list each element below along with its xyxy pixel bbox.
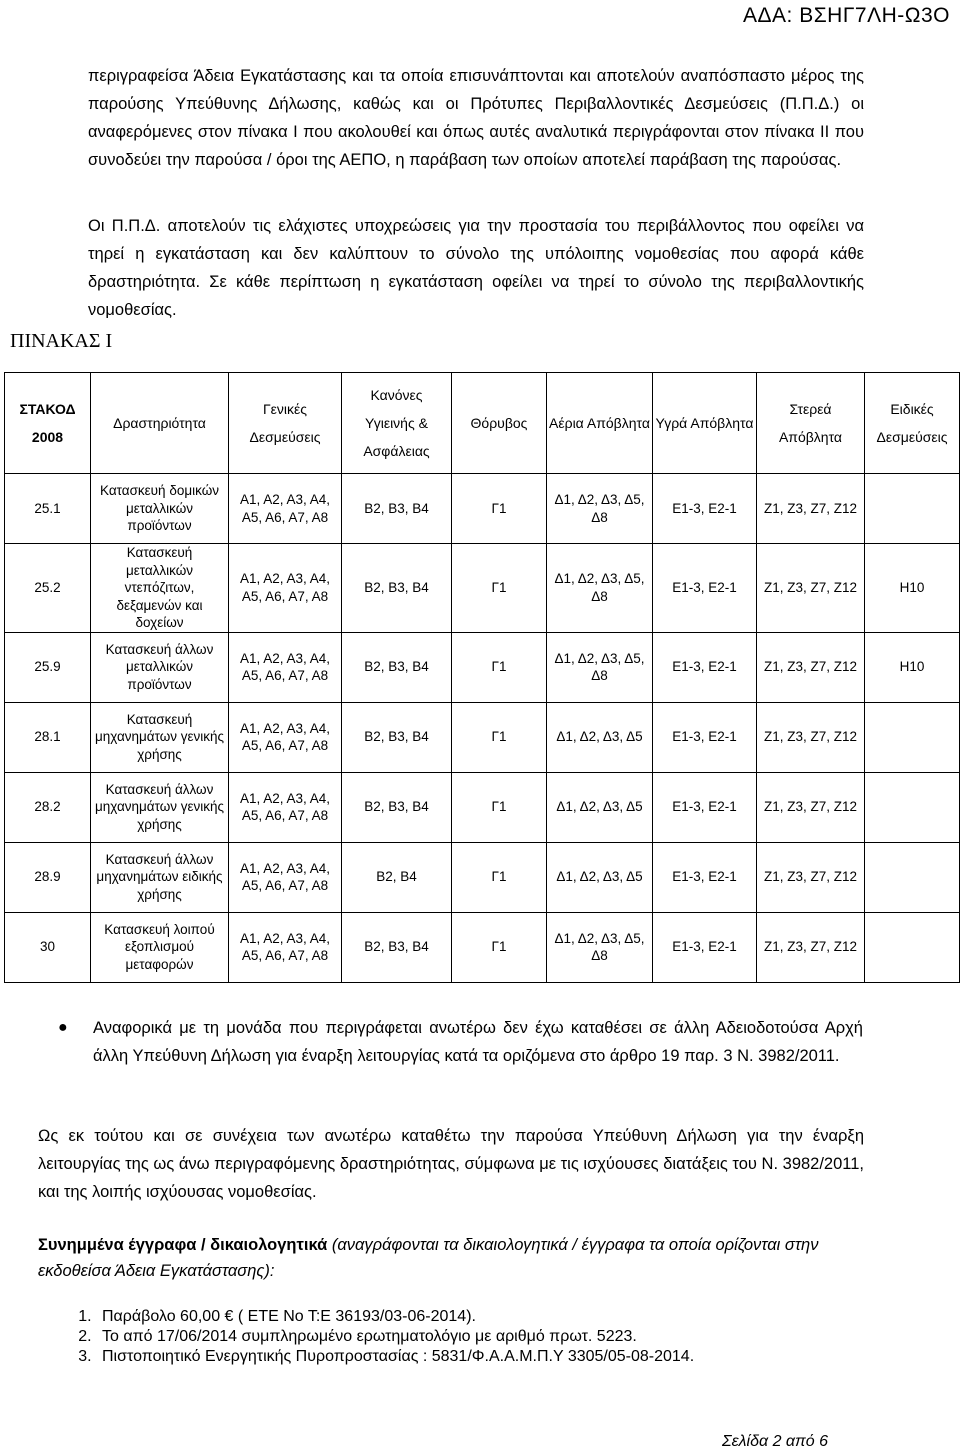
header-hygiene: Κανόνες Υγιεινής & Ασφάλειας	[342, 373, 452, 474]
cell-air: Δ1, Δ2, Δ3, Δ5, Δ8	[547, 544, 653, 633]
cell-activity: Κατασκευή άλλων μεταλλικών προϊόντων	[91, 632, 229, 702]
cell-special	[865, 702, 960, 772]
cell-air: Δ1, Δ2, Δ3, Δ5, Δ8	[547, 912, 653, 982]
cell-air: Δ1, Δ2, Δ3, Δ5, Δ8	[547, 632, 653, 702]
cell-liquid: Ε1-3, Ε2-1	[653, 474, 757, 544]
cell-special	[865, 772, 960, 842]
list-item: 1. Παράβολο 60,00 € ( ΕΤΕ Νο Τ:Ε 36193/03-06-2014).	[96, 1307, 694, 1327]
cell-liquid: Ε1-3, Ε2-1	[653, 632, 757, 702]
header-general: Γενικές Δεσμεύσεις	[229, 373, 342, 474]
cell-noise: Γ1	[452, 702, 547, 772]
cell-hygiene: Β2, Β3, Β4	[342, 544, 452, 633]
cell-noise: Γ1	[452, 544, 547, 633]
cell-general: Α1, Α2, Α3, Α4, Α5, Α6, Α7, Α8	[229, 474, 342, 544]
cell-code: 25.9	[5, 632, 91, 702]
header-liquid: Υγρά Απόβλητα	[653, 373, 757, 474]
cell-hygiene: Β2, Β3, Β4	[342, 474, 452, 544]
cell-hygiene: Β2, Β3, Β4	[342, 702, 452, 772]
cell-noise: Γ1	[452, 772, 547, 842]
page-number: Σελίδα 2 από 6	[722, 1433, 828, 1450]
cell-liquid: Ε1-3, Ε2-1	[653, 702, 757, 772]
cell-noise: Γ1	[452, 632, 547, 702]
cell-solid: Ζ1, Ζ3, Ζ7, Ζ12	[757, 912, 865, 982]
cell-noise: Γ1	[452, 912, 547, 982]
header-activity: Δραστηριότητα	[91, 373, 229, 474]
cell-solid: Ζ1, Ζ3, Ζ7, Ζ12	[757, 842, 865, 912]
cell-hygiene: Β2, Β3, Β4	[342, 772, 452, 842]
table-row	[5, 912, 960, 982]
table-row	[5, 474, 960, 544]
cell-solid: Ζ1, Ζ3, Ζ7, Ζ12	[757, 702, 865, 772]
list-item: 2. Το από 17/06/2014 συμπληρωμένο ερωτηματολόγιο με αριθμό πρωτ. 5223.	[96, 1327, 694, 1347]
cell-activity: Κατασκευή μεταλλικών ντεπόζιτων, δεξαμενών και δοχείων	[91, 544, 229, 633]
cell-special	[865, 842, 960, 912]
cell-code: 30	[5, 912, 91, 982]
table-title: ΠΙΝΑΚΑΣ Ι	[10, 330, 113, 352]
cell-general: Α1, Α2, Α3, Α4, Α5, Α6, Α7, Α8	[229, 842, 342, 912]
cell-special: Η10	[865, 632, 960, 702]
cell-solid: Ζ1, Ζ3, Ζ7, Ζ12	[757, 772, 865, 842]
intro-paragraph: περιγραφείσα Άδεια Εγκατάστασης και τα οποία επισυνάπτονται και αποτελούν αναπόσπαστο μέρος της παρούσης Υπεύθυνης Δήλωσης, καθώς και οι Πρότυπες Περιβαλλοντικές Δεσμεύσεις (Π.Π.Δ.) οι αναφερόμενες στον πίνακα Ι που ακολουθεί και όπως αυτές αναλυτικά περιγράφονται στον πίνακα ΙΙ που συνοδεύει την παρούσα / όροι της ΑΕΠΟ, η παράβαση των οποίων αποτελεί παράβαση της παρούσας.	[88, 67, 864, 169]
attachments-title: Συνημμένα έγγραφα / δικαιολογητικά	[38, 1236, 328, 1254]
table-row	[5, 842, 960, 912]
cell-general: Α1, Α2, Α3, Α4, Α5, Α6, Α7, Α8	[229, 632, 342, 702]
table-header-row	[5, 373, 960, 474]
cell-hygiene: Β2, Β3, Β4	[342, 632, 452, 702]
cell-special	[865, 912, 960, 982]
cell-solid: Ζ1, Ζ3, Ζ7, Ζ12	[757, 474, 865, 544]
cell-hygiene: Β2, Β4	[342, 842, 452, 912]
cell-general: Α1, Α2, Α3, Α4, Α5, Α6, Α7, Α8	[229, 702, 342, 772]
bullet-paragraph: Αναφορικά με τη μονάδα που περιγράφεται ανωτέρω δεν έχω καταθέσει σε άλλη Αδειοδοτούσα Αρχή άλλη Υπεύθυνη Δήλωση για έναρξη λειτουργίας κατά τα οριζόμενα στο άρθρο 19 παρ. 3 Ν. 3982/2011.	[93, 1019, 863, 1065]
cell-air: Δ1, Δ2, Δ3, Δ5	[547, 702, 653, 772]
commitments-table	[4, 372, 960, 983]
cell-air: Δ1, Δ2, Δ3, Δ5	[547, 772, 653, 842]
list-item: 3. Πιστοποιητικό Ενεργητικής Πυροπροστασίας : 5831/Φ.Α.Α.Μ.Π.Υ 3305/05-08-2014.	[96, 1347, 694, 1367]
cell-hygiene: Β2, Β3, Β4	[342, 912, 452, 982]
ppd-paragraph: Οι Π.Π.Δ. αποτελούν τις ελάχιστες υποχρεώσεις για την προστασία του περιβάλλοντος που οφείλει να τηρεί η εγκατάσταση και δεν καλύπτουν το σύνολο της υπόλοιπης νομοθεσίας που αφορά κάθε δραστηριότητα. Σε κάθε περίπτωση η εγκατάσταση οφείλει να τηρεί το σύνολο της περιβαλλοντικής νομοθεσίας.	[88, 217, 864, 319]
cell-liquid: Ε1-3, Ε2-1	[653, 772, 757, 842]
cell-code: 28.2	[5, 772, 91, 842]
cell-activity: Κατασκευή άλλων μηχανημάτων γενικής χρήσης	[91, 772, 229, 842]
cell-general: Α1, Α2, Α3, Α4, Α5, Α6, Α7, Α8	[229, 544, 342, 633]
attachments-note: (αναγράφονται τα δικαιολογητικά / έγγραφα τα οποία ορίζονται στην εκδοθείσα Άδεια Εγκατάστασης):	[38, 1236, 819, 1280]
bullet-icon: ●	[58, 1019, 68, 1036]
cell-activity: Κατασκευή μηχανημάτων γενικής χρήσης	[91, 702, 229, 772]
cell-liquid: Ε1-3, Ε2-1	[653, 544, 757, 633]
cell-solid: Ζ1, Ζ3, Ζ7, Ζ12	[757, 544, 865, 633]
attachments-list	[66, 1307, 694, 1367]
table-row	[5, 544, 960, 633]
cell-solid: Ζ1, Ζ3, Ζ7, Ζ12	[757, 632, 865, 702]
header-special: Ειδικές Δεσμεύσεις	[865, 373, 960, 474]
table-row	[5, 772, 960, 842]
header-noise: Θόρυβος	[452, 373, 547, 474]
table-row	[5, 702, 960, 772]
cell-general: Α1, Α2, Α3, Α4, Α5, Α6, Α7, Α8	[229, 772, 342, 842]
declaration-paragraph: Ως εκ τούτου και σε συνέχεια των ανωτέρω καταθέτω την παρούσα Υπεύθυνη Δήλωση για την έναρξη λειτουργίας της ως άνω περιγραφόμενης δραστηριότητας, σύμφωνα με τις ισχύουσες διατάξεις του Ν. 3982/2011, και της λοιπής ισχύουσας νομοθεσίας.	[38, 1127, 864, 1201]
cell-special: Η10	[865, 544, 960, 633]
cell-general: Α1, Α2, Α3, Α4, Α5, Α6, Α7, Α8	[229, 912, 342, 982]
cell-noise: Γ1	[452, 842, 547, 912]
header-solid: Στερεά Απόβλητα	[757, 373, 865, 474]
cell-activity: Κατασκευή δομικών μεταλλικών προϊόντων	[91, 474, 229, 544]
cell-code: 28.9	[5, 842, 91, 912]
ada-code: ΑΔΑ: ΒΣΗΓ7ΛΗ-Ω3Ο	[742, 4, 950, 27]
cell-liquid: Ε1-3, Ε2-1	[653, 912, 757, 982]
cell-liquid: Ε1-3, Ε2-1	[653, 842, 757, 912]
cell-air: Δ1, Δ2, Δ3, Δ5	[547, 842, 653, 912]
cell-activity: Κατασκευή λοιπού εξοπλισμού μεταφορών	[91, 912, 229, 982]
cell-activity: Κατασκευή άλλων μηχανημάτων ειδικής χρήσης	[91, 842, 229, 912]
table-row	[5, 632, 960, 702]
cell-code: 25.2	[5, 544, 91, 633]
cell-code: 25.1	[5, 474, 91, 544]
cell-special	[865, 474, 960, 544]
header-stakod: ΣΤΑΚΟΔ 2008	[5, 373, 91, 474]
attachments-heading	[38, 1232, 868, 1284]
cell-noise: Γ1	[452, 474, 547, 544]
cell-code: 28.1	[5, 702, 91, 772]
cell-air: Δ1, Δ2, Δ3, Δ5, Δ8	[547, 474, 653, 544]
header-air: Αέρια Απόβλητα	[547, 373, 653, 474]
